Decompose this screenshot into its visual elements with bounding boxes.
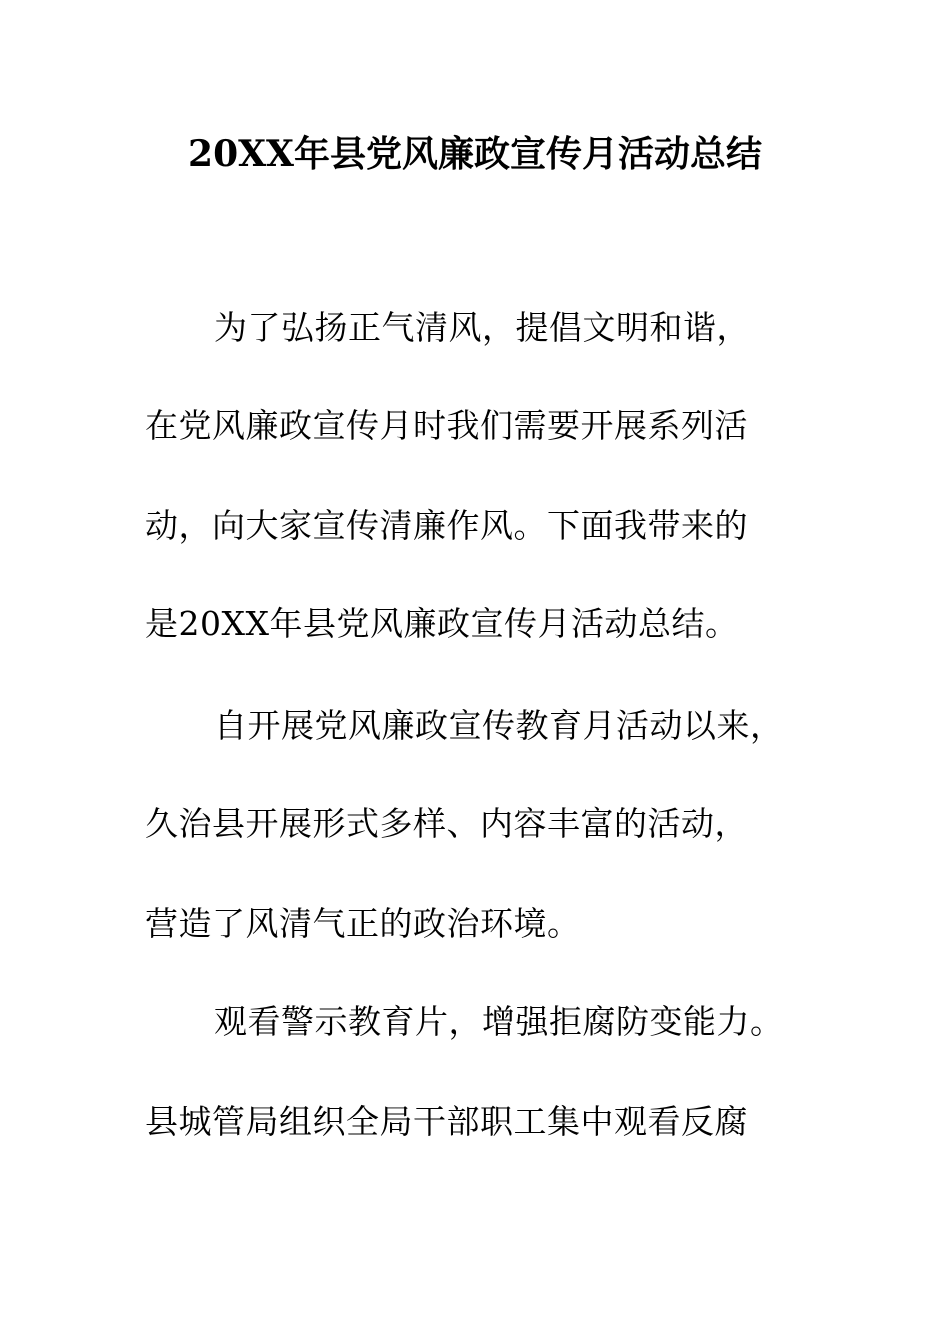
paragraph-line: 是20XX年县党风廉政宣传月活动总结。	[145, 604, 739, 643]
paragraph-line: 县城管局组织全局干部职工集中观看反腐	[145, 1102, 748, 1141]
paragraph-line: 久治县开展形式多样、内容丰富的活动，	[145, 804, 748, 843]
document-title: 20XX年县党风廉政宣传月活动总结	[188, 133, 762, 175]
paragraph-line: 营造了风清气正的政治环境。	[145, 904, 581, 943]
paragraph-line: 观看警示教育片，增强拒腐防变能力。	[214, 1002, 784, 1041]
paragraph-line: 在党风廉政宣传月时我们需要开展系列活	[145, 406, 748, 445]
paragraph-line: 自开展党风廉政宣传教育月活动以来，	[214, 706, 784, 745]
paragraph-line: 动，向大家宣传清廉作风。下面我带来的	[145, 506, 748, 545]
paragraph-line: 为了弘扬正气清风，提倡文明和谐，	[214, 308, 750, 347]
